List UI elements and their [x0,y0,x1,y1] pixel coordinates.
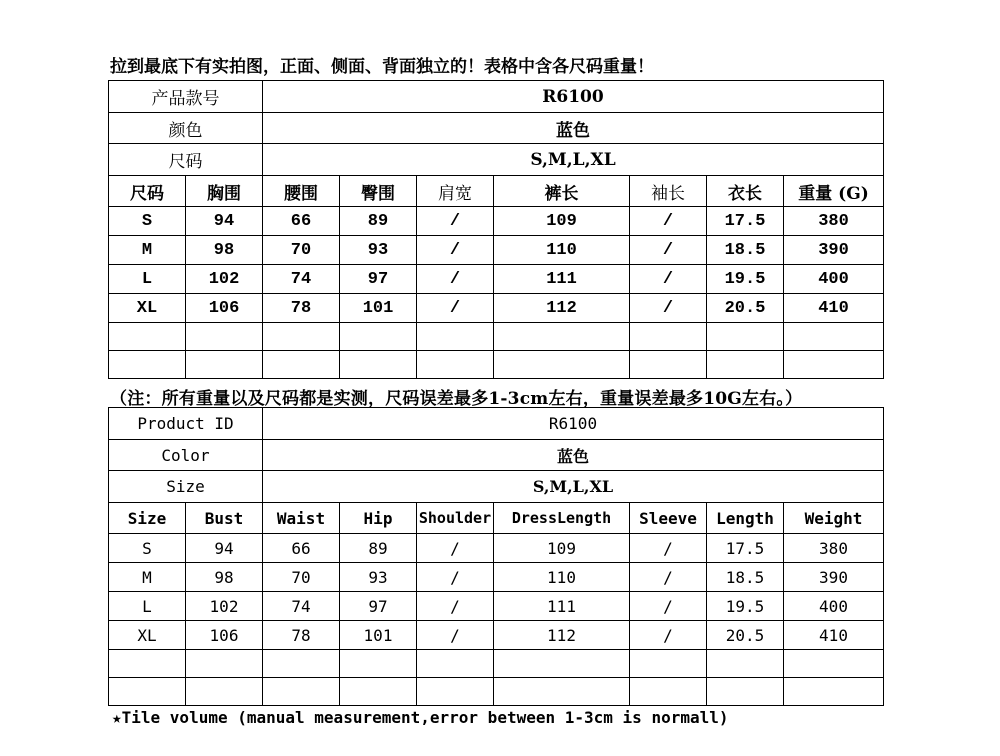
header-cell: Waist [263,503,340,534]
cell: / [630,621,707,650]
cell: 70 [263,563,340,592]
product-value: R6100 [263,81,884,113]
cell: / [630,265,707,294]
size-table-english [108,407,884,706]
cell: 380 [784,207,884,236]
table-row [109,294,884,323]
top-note: 拉到最底下有实拍图，正面、侧面、背面独立的！表格中含各尺码重量！ [110,57,654,77]
cell: 19.5 [707,265,784,294]
cell: 410 [784,294,884,323]
cell: 106 [186,294,263,323]
header-cell: 衣长 [707,176,784,207]
cell: 97 [340,265,417,294]
color-label: Color [109,440,263,471]
header-cell: Shoulder [417,503,494,534]
cell: 97 [340,592,417,621]
header-cell: 胸围 [186,176,263,207]
product-label: 产品款号 [109,81,263,113]
cell: 410 [784,621,884,650]
measurement-note-english: ★Tile volume (manual measurement,error between 1-3cm is normall) [112,708,729,727]
cell: 20.5 [707,294,784,323]
cell: 400 [784,265,884,294]
cell: 98 [186,236,263,265]
cell: 400 [784,592,884,621]
cell: 94 [186,207,263,236]
cell: / [417,563,494,592]
cell: / [417,236,494,265]
header-row [109,503,884,534]
table-row [109,265,884,294]
product-label: Product ID [109,408,263,440]
cell: / [630,563,707,592]
header-cell: Length [707,503,784,534]
table-row [109,563,884,592]
cell: 18.5 [707,563,784,592]
table-row [109,621,884,650]
cell: / [630,236,707,265]
size-label: 尺码 [109,144,263,176]
header-cell: 重量 (G) [784,176,884,207]
size-row [109,471,884,503]
cell: 89 [340,207,417,236]
cell: 78 [263,294,340,323]
cell: / [630,207,707,236]
cell: / [417,534,494,563]
cell: / [417,294,494,323]
color-value: 蓝色 [263,113,884,144]
product-value: R6100 [263,408,884,440]
cell: 17.5 [707,534,784,563]
measurement-note-chinese: （注：所有重量以及尺码都是实测，尺码误差最多1-3cm左右，重量误差最多10G左右。） [110,389,803,409]
cell: / [417,621,494,650]
cell: 110 [494,563,630,592]
size-value: S,M,L,XL [263,471,884,503]
cell: 101 [340,294,417,323]
cell: 17.5 [707,207,784,236]
cell: 111 [494,265,630,294]
cell: / [417,207,494,236]
cell: S [109,534,186,563]
cell: 20.5 [707,621,784,650]
cell: 390 [784,563,884,592]
empty-row [109,650,884,678]
cell: L [109,265,186,294]
header-cell: Weight [784,503,884,534]
cell: XL [109,621,186,650]
size-row [109,144,884,176]
size-label: Size [109,471,263,503]
header-row [109,176,884,207]
table-row [109,236,884,265]
cell: 66 [263,207,340,236]
cell: 111 [494,592,630,621]
header-cell: 尺码 [109,176,186,207]
header-cell: 臀围 [340,176,417,207]
header-cell: DressLength [494,503,630,534]
color-row [109,440,884,471]
cell: 98 [186,563,263,592]
empty-row [109,323,884,351]
table-row [109,207,884,236]
cell: / [630,294,707,323]
table-row [109,534,884,563]
color-label: 颜色 [109,113,263,144]
cell: 74 [263,265,340,294]
empty-row [109,351,884,379]
header-cell: 腰围 [263,176,340,207]
cell: 112 [494,294,630,323]
cell: 109 [494,534,630,563]
cell: 93 [340,563,417,592]
cell: 93 [340,236,417,265]
cell: XL [109,294,186,323]
cell: 70 [263,236,340,265]
cell: 101 [340,621,417,650]
cell: 74 [263,592,340,621]
cell: 89 [340,534,417,563]
cell: / [417,265,494,294]
cell: 110 [494,236,630,265]
cell: / [417,592,494,621]
cell: 390 [784,236,884,265]
header-cell: Bust [186,503,263,534]
cell: 102 [186,265,263,294]
color-value: 蓝色 [263,440,884,471]
table-row [109,592,884,621]
cell: 78 [263,621,340,650]
header-cell: Sleeve [630,503,707,534]
cell: 102 [186,592,263,621]
cell: 94 [186,534,263,563]
cell: S [109,207,186,236]
empty-row [109,678,884,706]
cell: 112 [494,621,630,650]
cell: M [109,236,186,265]
cell: M [109,563,186,592]
header-cell: 袖长 [630,176,707,207]
size-value: S,M,L,XL [263,144,884,176]
cell: 19.5 [707,592,784,621]
cell: / [630,592,707,621]
product-row [109,81,884,113]
header-cell: 裤长 [494,176,630,207]
cell: 66 [263,534,340,563]
cell: / [630,534,707,563]
product-row [109,408,884,440]
size-table-chinese [108,80,884,379]
cell: L [109,592,186,621]
cell: 109 [494,207,630,236]
header-cell: 肩宽 [417,176,494,207]
color-row [109,113,884,144]
cell: 380 [784,534,884,563]
header-cell: Size [109,503,186,534]
header-cell: Hip [340,503,417,534]
cell: 106 [186,621,263,650]
cell: 18.5 [707,236,784,265]
